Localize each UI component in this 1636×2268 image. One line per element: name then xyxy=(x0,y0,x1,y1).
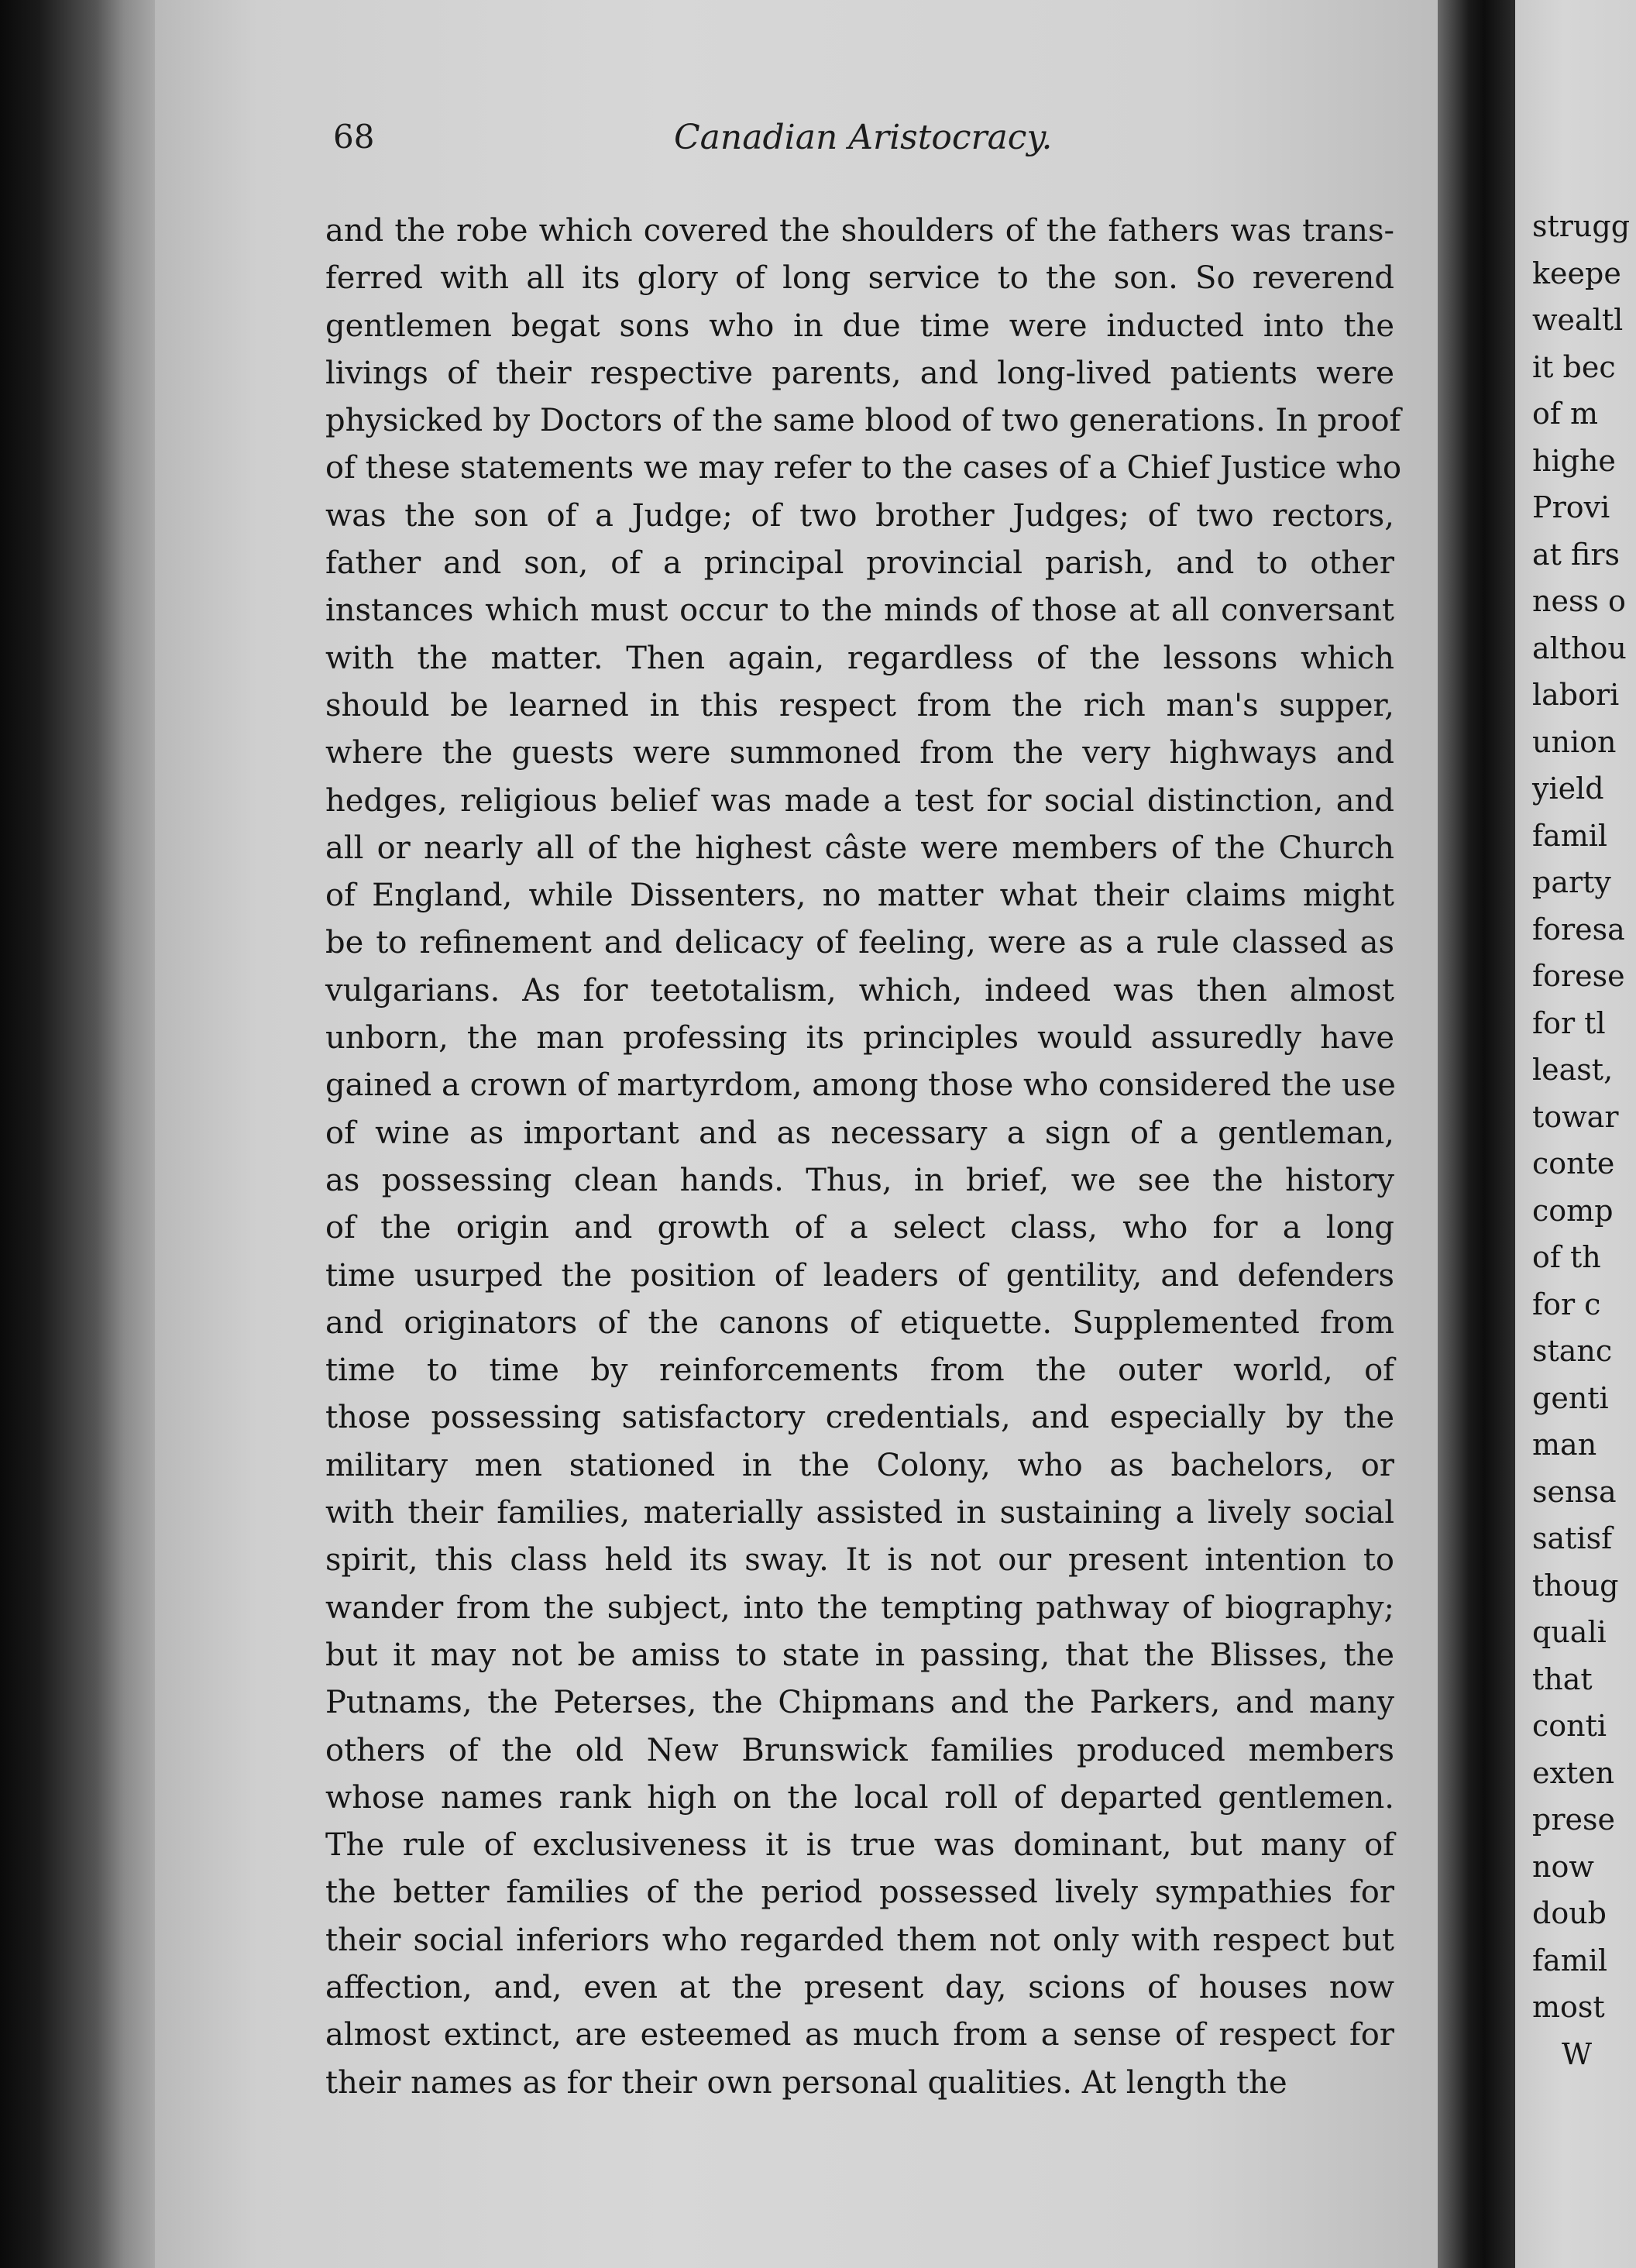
fragment-line: towar xyxy=(1532,1099,1619,1134)
fragment-line: of m xyxy=(1532,397,1599,431)
fragment-line: it bec xyxy=(1532,349,1616,384)
running-head xyxy=(333,118,1402,172)
fragment-line: satisf xyxy=(1532,1521,1613,1555)
fragment-line: conte xyxy=(1532,1146,1615,1180)
fragment-line: for tl xyxy=(1532,1005,1606,1040)
text-line: vulgarians. As for teetotalism, which, indeed was then almost xyxy=(325,972,1394,1009)
fragment-line: for c xyxy=(1532,1287,1601,1321)
text-line: with their families, materially assisted in sustaining a lively social xyxy=(325,1495,1394,1531)
text-line: be to refinement and delicacy of feeling, were as a rule classed as xyxy=(325,925,1394,961)
fragment-line: quali xyxy=(1532,1615,1607,1649)
fragment-line: foresa xyxy=(1532,912,1625,947)
right-page-edge xyxy=(1515,0,1636,2268)
text-line: livings of their respective parents, and long-lived patients were xyxy=(325,355,1394,391)
fragment-line: ness o xyxy=(1532,584,1626,618)
text-line: unborn, the man professing its principles would assuredly have xyxy=(325,1020,1394,1057)
text-line: time usurped the position of leaders of gentility, and defenders xyxy=(325,1257,1394,1294)
fragment-line: union xyxy=(1532,724,1617,759)
scan-left-edge xyxy=(0,0,155,2268)
text-line: their names as for their own personal qualities. At length the xyxy=(325,2064,1287,2101)
text-line: should be learned in this respect from the rich man's supper, xyxy=(325,687,1394,723)
running-title: Canadian Aristocracy. xyxy=(674,118,1053,157)
fragment-line: most xyxy=(1532,1990,1605,2024)
book-gutter xyxy=(1438,0,1515,2268)
text-line: time to time by reinforcements from the outer world, of xyxy=(325,1352,1394,1389)
fragment-line: of th xyxy=(1532,1240,1601,1274)
fragment-line: highe xyxy=(1532,443,1616,478)
text-line: their social inferiors who regarded them not only with respect but xyxy=(325,1922,1394,1958)
text-line: but it may not be amiss to state in passing, that the Blisses, the xyxy=(325,1637,1394,1673)
text-line: of England, while Dissenters, no matter what their claims might xyxy=(325,878,1394,914)
fragment-line: that xyxy=(1532,1661,1593,1696)
text-line: of the origin and growth of a select class, who for a long xyxy=(325,1210,1394,1246)
text-line: those possessing satisfactory credentials, and especially by the xyxy=(325,1400,1394,1436)
text-line: physicked by Doctors of the same blood of two generations. In proof xyxy=(325,403,1401,439)
text-line: hedges, religious belief was made a test for social distinction, and xyxy=(325,782,1394,819)
fragment-line: W xyxy=(1562,2036,1593,2071)
text-line: affection, and, even at the present day, scions of houses now xyxy=(325,1969,1394,2005)
fragment-line: genti xyxy=(1532,1380,1609,1415)
fragment-line: exten xyxy=(1532,1755,1615,1790)
text-line: almost extinct, are esteemed as much from a sense of respect for xyxy=(325,2017,1394,2053)
text-line: ferred with all its glory of long service to the son. So reverend xyxy=(325,260,1394,297)
fragment-line: prese xyxy=(1532,1802,1615,1837)
fragment-line: wealtl xyxy=(1532,303,1624,337)
text-line: of these statements we may refer to the cases of a Chief Justice who xyxy=(325,450,1402,486)
fragment-line: thoug xyxy=(1532,1568,1619,1603)
text-line: was the son of a Judge; of two brother Judges; of two rectors, xyxy=(325,497,1394,534)
text-line: spirit, this class held its sway. It is not our present intention to xyxy=(325,1542,1394,1579)
fragment-line: comp xyxy=(1532,1193,1614,1228)
text-line: with the matter. Then again, regardless of the lessons which xyxy=(325,640,1394,676)
text-line: where the guests were summoned from the very highways and xyxy=(325,735,1394,771)
fragment-line: keepe xyxy=(1532,256,1621,290)
fragment-line: strugg xyxy=(1532,209,1631,243)
text-line: others of the old New Brunswick families produced members xyxy=(325,1732,1394,1768)
text-line: the better families of the period possessed lively sympathies for xyxy=(325,1875,1394,1911)
fragment-line: party xyxy=(1532,865,1611,899)
fragment-line: sensa xyxy=(1532,1474,1617,1509)
fragment-line: least, xyxy=(1532,1053,1614,1087)
text-line: gained a crown of martyrdom, among those who considered the use xyxy=(325,1067,1396,1104)
text-line: all or nearly all of the highest câste were members of the Church xyxy=(325,830,1394,866)
fragment-line: doub xyxy=(1532,1896,1607,1930)
right-page-text xyxy=(1532,203,1630,2077)
text-line: of wine as important and as necessary a sign of a gentleman, xyxy=(325,1115,1394,1151)
fragment-line: at firs xyxy=(1532,537,1621,572)
text-line: gentlemen begat sons who in due time were inducted into the xyxy=(325,308,1394,344)
page-number: 68 xyxy=(333,118,375,156)
text-line: instances which must occur to the minds of those at all conversant xyxy=(325,593,1394,629)
body-text xyxy=(325,208,1402,2107)
text-line: father and son, of a principal provincial parish, and to other xyxy=(325,545,1394,582)
text-line: and originators of the canons of etiquette. Supplemented from xyxy=(325,1304,1394,1341)
fragment-line: forese xyxy=(1532,959,1625,993)
text-line: whose names rank high on the local roll of departed gentlemen. xyxy=(325,1779,1394,1816)
fragment-line: now xyxy=(1532,1849,1594,1884)
fragment-line: yield xyxy=(1532,771,1604,806)
fragment-line: famil xyxy=(1532,818,1608,853)
fragment-line: man xyxy=(1532,1428,1597,1462)
fragment-line: conti xyxy=(1532,1709,1607,1743)
text-line: wander from the subject, into the tempting pathway of biography; xyxy=(325,1589,1394,1626)
text-line: military men stationed in the Colony, who as bachelors, or xyxy=(325,1447,1394,1483)
text-line: and the robe which covered the shoulders of the fathers was trans- xyxy=(325,213,1394,249)
fragment-line: stanc xyxy=(1532,1334,1613,1368)
fragment-line: althou xyxy=(1532,631,1627,665)
fragment-line: famil xyxy=(1532,1943,1608,1978)
fragment-line: labori xyxy=(1532,678,1620,712)
text-line: Putnams, the Peterses, the Chipmans and the Parkers, and many xyxy=(325,1685,1394,1721)
fragment-line: Provi xyxy=(1532,490,1610,524)
text-line: The rule of exclusiveness it is true was dominant, but many of xyxy=(325,1827,1394,1864)
text-line: as possessing clean hands. Thus, in brief, we see the history xyxy=(325,1162,1394,1198)
